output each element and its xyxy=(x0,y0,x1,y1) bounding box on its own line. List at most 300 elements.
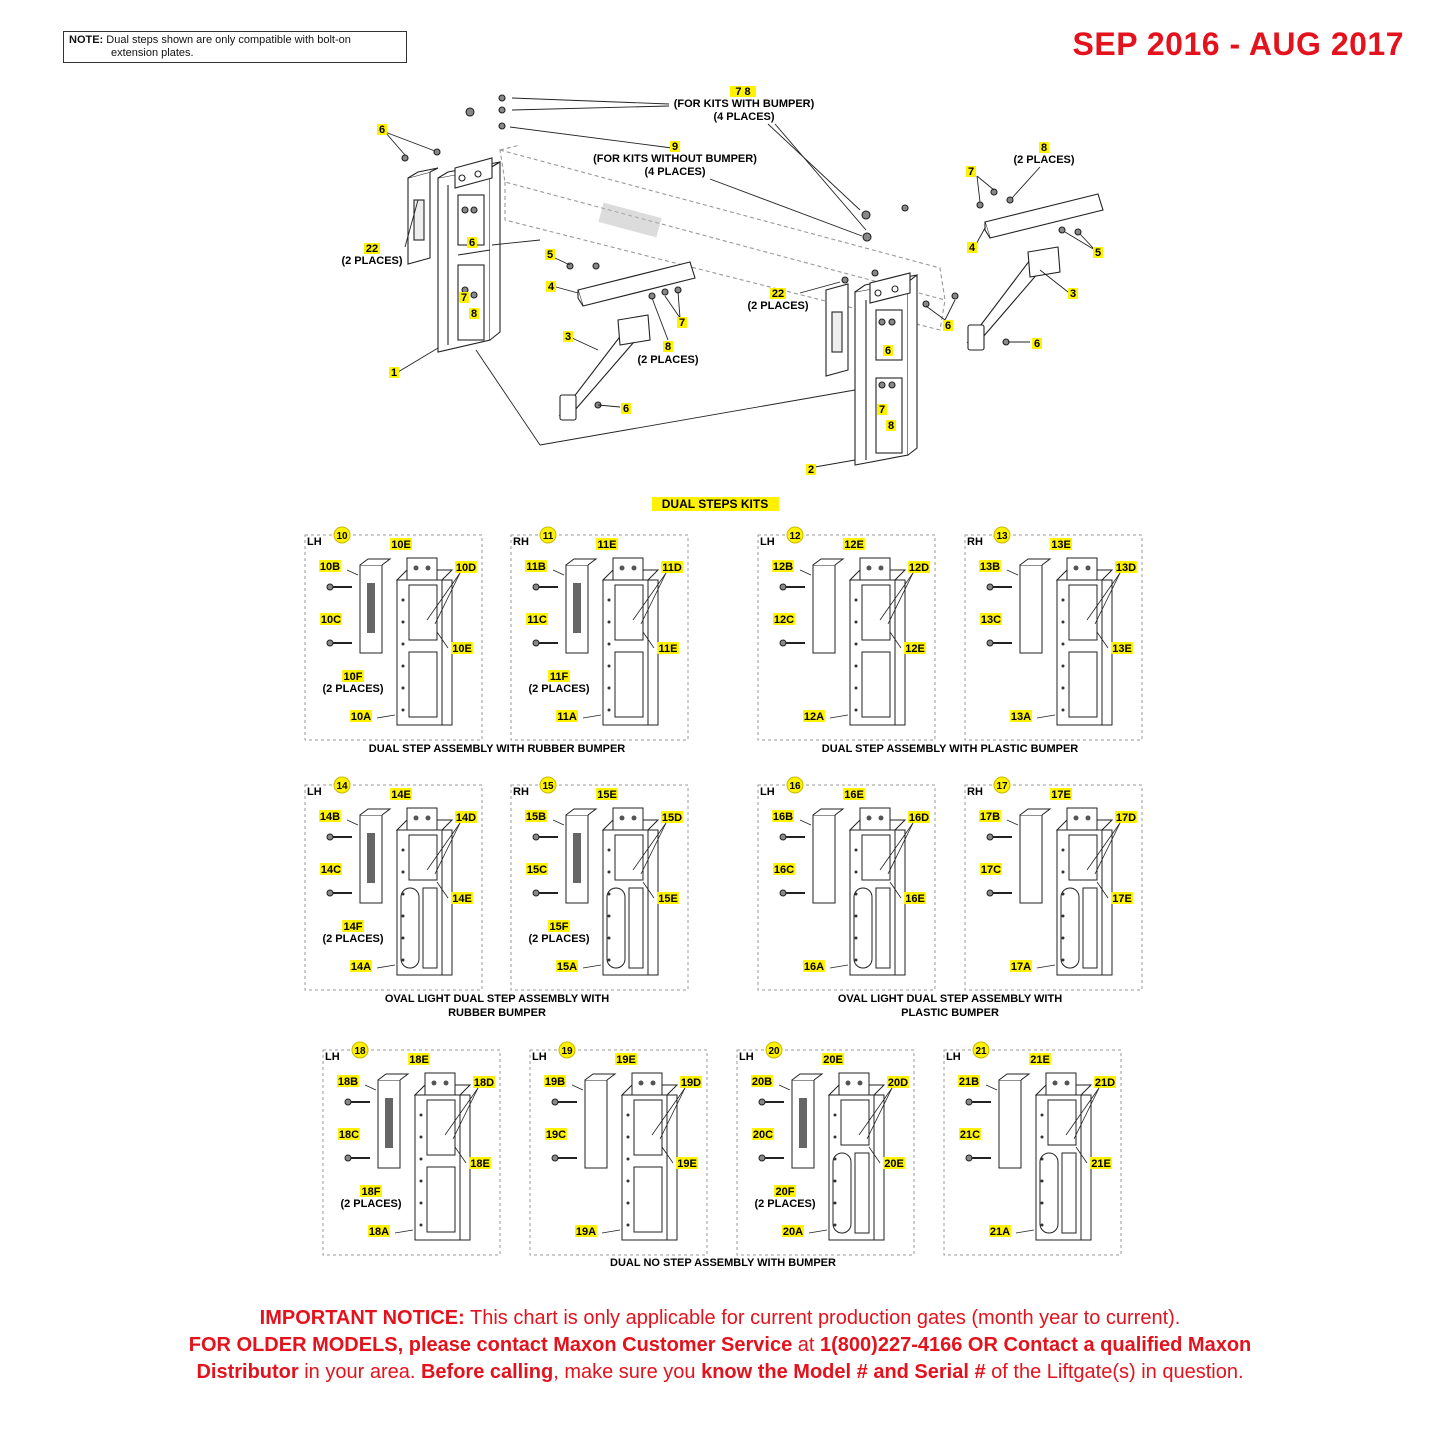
label-e-mid: 12E xyxy=(905,643,925,655)
leader xyxy=(986,1085,997,1090)
caption-no-step: DUAL NO STEP ASSEMBLY WITH BUMPER xyxy=(610,1257,836,1269)
label-a: 14A xyxy=(350,961,372,973)
callout-7-text: 7 xyxy=(460,292,468,304)
label-d: 20D xyxy=(887,1077,909,1089)
kit-15 xyxy=(511,777,688,990)
section-title-text: DUAL STEPS KITS xyxy=(661,497,769,511)
label-d: 16D xyxy=(908,812,930,824)
kit-number: 13 xyxy=(996,531,1008,542)
callout-7-a xyxy=(459,292,469,304)
mount-hole xyxy=(1062,599,1065,602)
label-c: 19C xyxy=(545,1129,567,1141)
rh-bumper xyxy=(826,284,848,376)
date-range: SEP 2016 - AUG 2017 xyxy=(1072,26,1404,62)
label-e-mid: 19E xyxy=(677,1158,697,1170)
mount-hole xyxy=(1062,959,1065,962)
mount-hole xyxy=(855,709,858,712)
callout-4-text: 4 xyxy=(547,281,555,293)
callout-8-c xyxy=(1039,142,1049,154)
kit-number: 19 xyxy=(561,1046,573,1057)
two-places-label-c: (2 PLACES) xyxy=(1013,154,1075,166)
mount-hole xyxy=(402,871,405,874)
label-e-mid: 14E xyxy=(452,893,472,905)
leader xyxy=(572,1085,583,1090)
rh-support-arm xyxy=(968,247,1060,350)
mount-hole xyxy=(402,709,405,712)
mount-hole xyxy=(608,709,611,712)
mount-hole xyxy=(608,643,611,646)
bumper xyxy=(566,559,596,653)
bolt-head xyxy=(966,1155,972,1161)
notice-line-2 xyxy=(0,1332,1440,1359)
label-b: 16B xyxy=(772,811,794,823)
kits-layer xyxy=(305,527,1142,1255)
kit-19 xyxy=(530,1042,707,1255)
bolt-head xyxy=(987,584,993,590)
callout-22-a xyxy=(364,243,380,255)
mount-hole xyxy=(402,959,405,962)
section-title xyxy=(652,497,779,511)
mount-hole xyxy=(855,599,858,602)
bolt-hole xyxy=(846,1081,851,1086)
notice-l3-text1: in your area. xyxy=(298,1361,421,1383)
notice-l3-text3: of the Liftgate(s) in question. xyxy=(985,1361,1244,1383)
bolt-hole xyxy=(426,566,431,571)
label-e-top: 21E xyxy=(1030,1054,1050,1066)
bolt-hole xyxy=(1074,816,1079,821)
label-c: 15C xyxy=(526,864,548,876)
label-places: (2 PLACES) xyxy=(754,1198,816,1210)
label-f: 10F xyxy=(343,671,363,683)
bolt-hole xyxy=(1086,566,1091,571)
bolt-hole xyxy=(879,566,884,571)
bolt-head xyxy=(533,890,539,896)
callout-1 xyxy=(389,367,399,379)
label-f: 15F xyxy=(549,921,569,933)
label-e-mid: 11E xyxy=(658,643,678,655)
bolt-hole xyxy=(632,816,637,821)
label-places: (2 PLACES) xyxy=(322,933,384,945)
mount-hole xyxy=(834,1180,837,1183)
mount-hole xyxy=(855,959,858,962)
kit-side: LH xyxy=(760,536,775,548)
leader xyxy=(583,715,601,718)
bolt-head xyxy=(759,1155,765,1161)
label-e-top: 12E xyxy=(844,539,864,551)
callout-6-b xyxy=(467,237,477,249)
mount-hole xyxy=(402,915,405,918)
callout-8-d xyxy=(886,420,896,432)
label-places: (2 PLACES) xyxy=(322,683,384,695)
mount-hole xyxy=(834,1202,837,1205)
callout-9 xyxy=(670,141,680,153)
four-places-label-1: (4 PLACES) xyxy=(713,111,775,123)
bolt-head xyxy=(533,584,539,590)
notice-l3-bold3: know the Model # and Serial # xyxy=(701,1361,986,1383)
callout-6-d xyxy=(943,320,953,332)
callout-8-a xyxy=(469,308,479,320)
mount-hole xyxy=(627,1114,630,1117)
mount-hole xyxy=(1062,849,1065,852)
kit-side: LH xyxy=(307,536,322,548)
bolt-hole xyxy=(867,816,872,821)
caption-plastic: DUAL STEP ASSEMBLY WITH PLASTIC BUMPER xyxy=(821,743,1079,755)
rh-bracket xyxy=(985,194,1103,238)
leader xyxy=(779,1085,790,1090)
bolt-head xyxy=(345,1099,351,1105)
mount-hole xyxy=(1062,893,1065,896)
lh-bumper xyxy=(408,168,438,264)
label-d: 17D xyxy=(1115,812,1137,824)
callout-22-text: 22 xyxy=(365,243,379,255)
four-places-label-2: (4 PLACES) xyxy=(644,166,706,178)
notice-l3-bold1: Distributor xyxy=(196,1361,299,1383)
bumper xyxy=(1020,809,1050,903)
label-f: 20F xyxy=(775,1186,795,1198)
callout-4-b xyxy=(967,242,977,254)
callout-7-d xyxy=(877,404,887,416)
callout-8-text: 8 xyxy=(1040,142,1048,154)
kit-10 xyxy=(305,527,482,740)
label-b: 11B xyxy=(526,561,546,573)
kit-number: 15 xyxy=(542,781,554,792)
kit-side: RH xyxy=(967,536,983,548)
mount-hole xyxy=(855,643,858,646)
mount-hole xyxy=(420,1136,423,1139)
leader xyxy=(809,1230,827,1233)
bolt-head xyxy=(987,834,993,840)
label-e-mid: 10E xyxy=(452,643,472,655)
label-d: 10D xyxy=(455,562,477,574)
leader xyxy=(347,570,358,575)
bolt-hole xyxy=(620,816,625,821)
label-a: 16A xyxy=(803,961,825,973)
bolt-hole xyxy=(858,1081,863,1086)
mount-hole xyxy=(627,1180,630,1183)
callout-8-b xyxy=(663,341,673,353)
kit-11 xyxy=(511,527,688,740)
leader xyxy=(583,965,601,968)
bumper xyxy=(1020,559,1050,653)
notice-l1-text: This chart is only applicable for current production gates (month year to current). xyxy=(464,1307,1181,1329)
mount-hole xyxy=(608,937,611,940)
label-d: 19D xyxy=(680,1077,702,1089)
two-places-label-b: (2 PLACES) xyxy=(637,354,699,366)
bolt-hole xyxy=(639,1081,644,1086)
bumper xyxy=(585,1074,615,1168)
label-a: 18A xyxy=(368,1226,390,1238)
label-b: 14B xyxy=(319,811,341,823)
bumper xyxy=(566,809,596,903)
label-c: 14C xyxy=(320,864,342,876)
callout-2 xyxy=(806,464,816,476)
bumper-logo xyxy=(367,583,375,633)
mount-hole xyxy=(420,1180,423,1183)
label-b: 18B xyxy=(337,1076,359,1088)
label-places: (2 PLACES) xyxy=(528,933,590,945)
callout-5-text: 5 xyxy=(1094,247,1102,259)
mount-hole xyxy=(1062,687,1065,690)
label-a: 19A xyxy=(575,1226,597,1238)
lh-step-frame xyxy=(438,158,500,352)
bolt-hole xyxy=(414,816,419,821)
notice-l2-bold2: 1(800)227-4166 OR Contact a qualified Maxon xyxy=(820,1334,1252,1356)
mount-hole xyxy=(402,665,405,668)
mount-hole xyxy=(834,1224,837,1227)
mount-hole xyxy=(855,937,858,940)
bolt-hole xyxy=(1074,566,1079,571)
label-e-mid: 17E xyxy=(1112,893,1132,905)
bumper-logo xyxy=(367,833,375,883)
label-d: 12D xyxy=(908,562,930,574)
mount-hole xyxy=(608,687,611,690)
bolt-hole xyxy=(1086,816,1091,821)
bumper xyxy=(813,809,843,903)
bolt-head xyxy=(987,640,993,646)
mount-hole xyxy=(1062,621,1065,624)
label-e-mid: 20E xyxy=(884,1158,904,1170)
kit-side: LH xyxy=(739,1051,754,1063)
callout-7-8 xyxy=(730,86,756,98)
label-e-top: 13E xyxy=(1051,539,1071,551)
callout-6-f xyxy=(883,345,893,357)
mount-hole xyxy=(608,599,611,602)
caption-oval-plastic-1: OVAL LIGHT DUAL STEP ASSEMBLY WITH xyxy=(837,993,1063,1005)
bumper-logo xyxy=(573,583,581,633)
top-assembly xyxy=(385,95,1103,467)
leader xyxy=(377,965,395,968)
callout-3-text: 3 xyxy=(564,331,572,343)
bolt-head xyxy=(966,1099,972,1105)
leader xyxy=(377,715,395,718)
mount-hole xyxy=(1062,709,1065,712)
important-notice xyxy=(0,1305,1440,1386)
bolt-head xyxy=(533,640,539,646)
rh-step-frame xyxy=(855,273,917,465)
callout-9-text: 9 xyxy=(671,141,679,153)
label-c: 10C xyxy=(320,614,342,626)
mount-hole xyxy=(1041,1136,1044,1139)
mount-hole xyxy=(627,1202,630,1205)
bolt-head xyxy=(552,1099,558,1105)
callout-6-e xyxy=(1032,338,1042,350)
label-b: 19B xyxy=(544,1076,566,1088)
mount-hole xyxy=(627,1136,630,1139)
bolt-head xyxy=(780,834,786,840)
lh-support-arm xyxy=(560,315,650,420)
kit-21 xyxy=(944,1042,1121,1255)
note-label: NOTE: xyxy=(69,34,104,46)
label-d: 11D xyxy=(662,562,682,574)
callout-1-text: 1 xyxy=(390,367,398,379)
label-places: (2 PLACES) xyxy=(340,1198,402,1210)
kit-number: 14 xyxy=(336,781,348,792)
mount-hole xyxy=(608,915,611,918)
two-places-label-d: (2 PLACES) xyxy=(747,300,809,312)
label-e-top: 19E xyxy=(616,1054,636,1066)
mount-hole xyxy=(834,1114,837,1117)
mount-hole xyxy=(627,1224,630,1227)
callout-7-b xyxy=(677,317,687,329)
label-e-mid: 13E xyxy=(1112,643,1132,655)
caption-rubber: DUAL STEP ASSEMBLY WITH RUBBER BUMPER xyxy=(368,743,626,755)
mount-hole xyxy=(855,621,858,624)
caption-oval-plastic-2: PLASTIC BUMPER xyxy=(901,1007,999,1019)
leader xyxy=(347,820,358,825)
label-a: 12A xyxy=(803,711,825,723)
label-f: 14F xyxy=(343,921,363,933)
label-a: 10A xyxy=(350,711,372,723)
mount-hole xyxy=(855,893,858,896)
notice-l2-text1: at xyxy=(792,1334,821,1356)
notice-line-1 xyxy=(0,1305,1440,1332)
label-f: 18F xyxy=(361,1186,381,1198)
mount-hole xyxy=(420,1158,423,1161)
kit-number: 10 xyxy=(336,531,348,542)
bumper-logo xyxy=(799,1098,807,1148)
callout-8-text: 8 xyxy=(664,341,672,353)
callout-4-text: 4 xyxy=(968,242,976,254)
plate-decal xyxy=(598,203,661,238)
callout-5-b xyxy=(1093,247,1103,259)
mount-hole xyxy=(1041,1180,1044,1183)
callout-3-a xyxy=(563,331,573,343)
label-c: 13C xyxy=(980,614,1002,626)
bolt-head xyxy=(327,640,333,646)
callout-22-text: 22 xyxy=(771,288,785,300)
callout-8-text: 8 xyxy=(470,308,478,320)
callout-6-text: 6 xyxy=(378,124,386,136)
mount-hole xyxy=(1062,937,1065,940)
kit-number: 18 xyxy=(354,1046,366,1057)
mount-hole xyxy=(420,1114,423,1117)
callout-7-text: 7 xyxy=(678,317,686,329)
mount-hole xyxy=(402,643,405,646)
label-d: 14D xyxy=(455,812,477,824)
callout-7-8-text: 7 8 xyxy=(735,86,751,98)
leader xyxy=(830,965,848,968)
bolt-hole xyxy=(620,566,625,571)
mount-hole xyxy=(855,687,858,690)
mount-hole xyxy=(1062,665,1065,668)
kit-14 xyxy=(305,777,482,990)
bolt-hole xyxy=(879,816,884,821)
callout-6-text: 6 xyxy=(468,237,476,249)
label-a: 17A xyxy=(1010,961,1032,973)
bolt-hole xyxy=(1065,1081,1070,1086)
label-a: 15A xyxy=(556,961,578,973)
callout-22-b xyxy=(770,288,786,300)
bolt-head xyxy=(780,640,786,646)
label-e-mid: 21E xyxy=(1091,1158,1111,1170)
leader xyxy=(1037,715,1055,718)
mount-hole xyxy=(402,849,405,852)
label-c: 20C xyxy=(752,1129,774,1141)
bolt-hole xyxy=(651,1081,656,1086)
bolt-head xyxy=(759,1099,765,1105)
leader xyxy=(1007,570,1018,575)
mount-hole xyxy=(402,599,405,602)
notice-l1-bold: IMPORTANT NOTICE: xyxy=(259,1307,465,1329)
mount-hole xyxy=(402,687,405,690)
bumper-logo xyxy=(573,833,581,883)
mount-hole xyxy=(855,665,858,668)
bumper xyxy=(378,1074,408,1168)
label-e-top: 17E xyxy=(1051,789,1071,801)
bolt-head xyxy=(780,890,786,896)
callout-7-text: 7 xyxy=(878,404,886,416)
label-a: 13A xyxy=(1010,711,1032,723)
mount-hole xyxy=(1041,1114,1044,1117)
caption-oval-rubber-2: RUBBER BUMPER xyxy=(448,1007,546,1019)
mount-hole xyxy=(420,1202,423,1205)
hardware xyxy=(402,95,1081,408)
notice-l2-bold1: FOR OLDER MODELS, please contact Maxon Customer Service xyxy=(188,1334,793,1356)
callout-8-text: 8 xyxy=(887,420,895,432)
label-b: 15B xyxy=(525,811,547,823)
callout-5-a xyxy=(545,249,555,261)
mount-hole xyxy=(1041,1224,1044,1227)
label-f: 11F xyxy=(549,671,569,683)
mount-hole xyxy=(1062,915,1065,918)
leader xyxy=(395,1230,413,1233)
leader xyxy=(365,1085,376,1090)
mount-hole xyxy=(608,893,611,896)
mount-hole xyxy=(608,665,611,668)
callout-6-text: 6 xyxy=(884,345,892,357)
label-e-mid: 15E xyxy=(658,893,678,905)
label-places: (2 PLACES) xyxy=(528,683,590,695)
bumper xyxy=(813,559,843,653)
label-e-top: 15E xyxy=(597,789,617,801)
kit-side: LH xyxy=(307,786,322,798)
label-e-mid: 18E xyxy=(470,1158,490,1170)
label-d: 18D xyxy=(473,1077,495,1089)
bolt-hole xyxy=(444,1081,449,1086)
mount-hole xyxy=(420,1224,423,1227)
kit-side: RH xyxy=(513,786,529,798)
label-c: 12C xyxy=(773,614,795,626)
mount-hole xyxy=(608,871,611,874)
bolt-hole xyxy=(867,566,872,571)
label-b: 10B xyxy=(319,561,341,573)
callout-6-a xyxy=(377,124,387,136)
kit-side: LH xyxy=(325,1051,340,1063)
bolt-head xyxy=(987,890,993,896)
mount-hole xyxy=(855,915,858,918)
bumper xyxy=(360,809,390,903)
bolt-head xyxy=(327,834,333,840)
label-a: 21A xyxy=(989,1226,1011,1238)
label-e-top: 11E xyxy=(597,539,617,551)
bolt-hole xyxy=(414,566,419,571)
leader xyxy=(553,820,564,825)
mount-hole xyxy=(402,893,405,896)
mount-hole xyxy=(608,621,611,624)
callout-3-text: 3 xyxy=(1069,288,1077,300)
label-c: 18C xyxy=(338,1129,360,1141)
notice-l3-bold2: Before calling xyxy=(420,1361,554,1383)
callout-6-text: 6 xyxy=(944,320,952,332)
mount-hole xyxy=(1062,871,1065,874)
label-d: 21D xyxy=(1094,1077,1116,1089)
leader xyxy=(800,570,811,575)
bumper xyxy=(999,1074,1029,1168)
mount-hole xyxy=(834,1158,837,1161)
label-b: 13B xyxy=(979,561,1001,573)
label-c: 21C xyxy=(959,1129,981,1141)
mount-hole xyxy=(1062,643,1065,646)
